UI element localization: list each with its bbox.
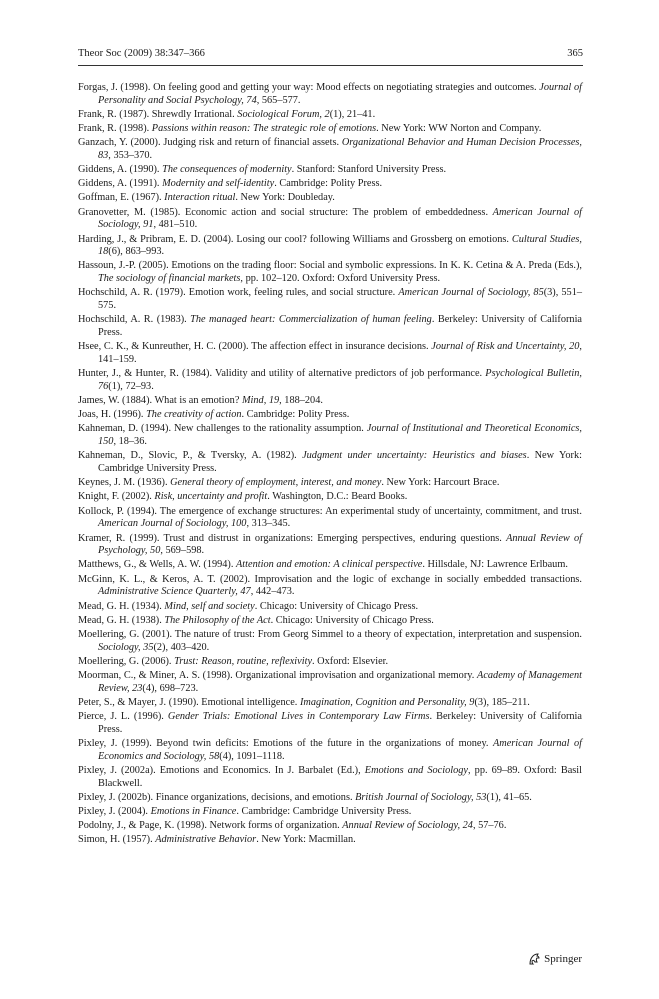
reference-text-part: , 141–159. [98,341,582,366]
reference-entry [78,477,582,490]
reference-text-part: Giddens, A. (1990). [78,164,163,176]
reference-italic-part: Administrative Behavior [155,834,257,846]
reference-italic-part: American Journal of Sociology, 91 [98,206,582,231]
reference-text-part: . New York: Doubleday. [235,192,335,204]
reference-text-part: Hassoun, J.-P. (2005). Emotions on the trading floor: Social and symbolic expressions. In K. K. Cetina & A. Preda (Eds.), [78,260,582,272]
reference-text-part: Forgas, J. (1998). On feeling good and getting your way: Mood effects on negotiating strategies and outcomes. [78,82,540,93]
running-head [78,47,583,61]
reference-list [78,82,582,848]
reference-entry [78,178,582,191]
reference-entry [78,559,582,572]
reference-text-part: Pixley, J. (1999). Beyond twin deficits: Emotions of the future in the organizations of money. [78,737,493,749]
reference-italic-part: Trust: Reason, routine, reflexivity [174,655,313,667]
reference-entry [78,234,582,260]
reference-text-part: Moorman, C., & Miner, A. S. (1998). Organizational improvisation and organizational memory. [78,669,478,681]
reference-italic-part: Emotions and Sociology [364,764,468,776]
reference-text-part: Ganzach, Y. (2000). Judging risk and return of financial assets. [78,137,342,149]
reference-italic-part: Interaction ritual [164,192,236,204]
reference-entry [78,314,582,340]
reference-entry [78,123,582,136]
reference-text-part: Peter, S., & Mayer, J. (1990). Emotional intelligence. [78,696,300,708]
reference-entry [78,450,582,476]
reference-text-part: Pixley, J. (2002a). Emotions and Economics. In J. Barbalet (Ed.), [78,764,365,776]
header-divider [78,65,583,66]
reference-entry [78,82,582,108]
reference-entry [78,260,582,286]
reference-italic-part: American Journal of Sociology, 85 [398,287,544,299]
reference-text-part: Knight, F. (2002). [78,491,155,503]
reference-text-part: Keynes, J. M. (1936). [78,477,171,489]
reference-italic-part: Journal of Risk and Uncertainty, 20 [431,341,580,353]
reference-italic-part: The sociology of financial markets [98,273,241,285]
reference-text-part: Hochschild, A. R. (1979). Emotion work, feeling rules, and social structure. [78,287,399,299]
reference-text-part: . Chicago: University of Chicago Press. [254,600,419,612]
reference-entry [78,137,582,163]
reference-italic-part: Mind, 19 [241,395,280,407]
reference-entry [78,192,582,205]
reference-text-part: , 57–76. [472,820,507,832]
reference-text-part: (4), 1091–1118. [219,750,285,762]
reference-text-part: , 569–598. [160,545,205,557]
reference-italic-part: Annual Review of Sociology, 24 [342,820,473,832]
reference-text-part: McGinn, K. L., & Keros, A. T. (2002). Improvisation and the logic of exchange in socially embedded transactions. [78,573,582,585]
reference-italic-part: Modernity and self-identity [162,178,275,190]
reference-entry [78,656,582,669]
reference-text-part: Kollock, P. (1994). The emergence of exchange structures: An experimental study of uncertainty, commitment, and trust. [78,505,582,517]
reference-text-part: Granovetter, M. (1985). Economic action and social structure: The problem of embeddedness. [78,206,493,218]
reference-text-part: (3), 185–211. [474,696,530,708]
reference-entry [78,395,582,408]
reference-text-part: Frank, R. (1998). [78,123,152,135]
reference-italic-part: Organizational Behavior and Human Decision Processes, 83 [98,137,583,162]
reference-text-part: . Hillsdale, NJ: Lawrence Erlbaum. [422,559,568,571]
reference-text-part: Hochschild, A. R. (1983). [78,314,191,326]
reference-italic-part: The Philosophy of the Act [164,614,271,626]
reference-text-part: Pixley, J. (2002b). Finance organizations, decisions, and emotions. [78,791,356,803]
reference-italic-part: American Journal of Sociology, 100 [98,518,247,530]
reference-text-part: . Berkeley: University of California Press. [98,710,582,735]
reference-text-part: . Cambridge: Cambridge University Press. [236,805,412,817]
reference-entry [78,341,582,367]
reference-text-part: (3), 551–575. [98,287,582,312]
reference-entry [78,164,582,177]
reference-italic-part: General theory of employment, interest, and money [170,477,382,489]
reference-text-part: James, W. (1884). What is an emotion? [78,395,242,407]
reference-entry [78,711,582,737]
reference-text-part: Kramer, R. (1999). Trust and distrust in organizations: Emerging perspectives, enduring questions. [78,532,507,544]
reference-entry [78,207,582,233]
springer-horse-icon [527,952,541,966]
reference-text-part: Pierce, J. L. (1996). [78,710,168,722]
reference-italic-part: The creativity of action [146,409,242,421]
reference-italic-part: Attention and emotion: A clinical perspective [236,559,423,571]
reference-text-part: . Cambridge: Polity Press. [274,178,383,190]
publisher-name: Springer [544,953,582,965]
springer-logo [527,952,582,966]
reference-text-part: Harding, J., & Pribram, E. D. (2004). Losing our cool? following Williams and Grossberg on emotions. [78,233,512,245]
reference-italic-part: Passions within reason: The strategic role of emotions [151,123,377,135]
reference-italic-part: Psychological Bulletin, 76 [98,368,582,392]
reference-text-part: Kahneman, D., Slovic, P., & Tversky, A. (1982). [78,450,303,462]
reference-entry [78,697,582,710]
reference-text-part: (1), 21–41. [329,108,376,120]
reference-text-part: Podolny, J., & Page, K. (1998). Network forms of organization. [78,820,343,832]
reference-text-part: Hsee, C. K., & Kunreuther, H. C. (2000). The affection effect in insurance decisions. [78,341,432,353]
reference-entry [78,109,582,122]
reference-text-part: (4), 698–723. [142,682,199,694]
reference-text-part: Mead, G. H. (1938). [78,614,165,626]
reference-text-part: Kahneman, D. (1994). New challenges to the rationality assumption. [78,423,367,435]
journal-citation: Theor Soc (2009) 38:347–366 [78,48,205,59]
reference-text-part: . New York: Cambridge University Press. [98,450,582,475]
reference-entry [78,506,582,532]
reference-text-part: . Cambridge: Polity Press. [241,409,350,421]
reference-text-part: , 481–510. [153,219,198,231]
reference-text-part: Moellering, G. (2006). [78,655,175,667]
reference-italic-part: The consequences of modernity [162,164,292,176]
reference-text-part: . New York: Harcourt Brace. [381,477,500,489]
reference-text-part: Mead, G. H. (1934). [78,600,165,612]
reference-italic-part: Annual Review of Psychology, 50 [98,532,582,557]
reference-entry [78,806,582,819]
reference-text-part: , 18–36. [113,436,147,448]
reference-text-part: Frank, R. (1987). Shrewdly Irrational. [78,108,238,120]
reference-text-part: Hunter, J., & Hunter, R. (1984). Validity and utility of alternative predictors of job performance. [78,368,486,380]
reference-text-part: Simon, H. (1957). [78,834,156,846]
reference-italic-part: Academy of Management Review, 23 [98,669,582,694]
page-number: 365 [567,48,583,59]
reference-text-part: (2), 403–420. [153,641,210,653]
reference-text-part: (1), 72–93. [108,381,154,392]
reference-text-part: . New York: WW Norton and Company. [376,123,542,135]
reference-text-part: , 442–473. [250,586,295,598]
reference-entry [78,409,582,422]
reference-text-part: Matthews, G., & Wells, A. W. (1994). [78,559,237,571]
reference-italic-part: Journal of Personality and Social Psychology, 74 [98,82,583,106]
reference-text-part: Moellering, G. (2001). The nature of trust: From Georg Simmel to a theory of expectation, interpretation and suspension. [78,628,582,640]
reference-italic-part: Emotions in Finance [150,805,237,817]
reference-entry [78,574,582,600]
reference-text-part: . Berkeley: University of California Press. [98,314,583,339]
reference-italic-part: Judgment under uncertainty: Heuristics and biases [302,450,527,462]
reference-italic-part: Sociology, 35 [98,641,154,653]
reference-italic-part: Sociological Forum, 2 [237,108,330,120]
reference-italic-part: Cultural Studies, 18 [98,233,583,258]
reference-italic-part: Journal of Institutional and Theoretical Economics, 150 [98,423,583,448]
reference-entry [78,765,582,791]
reference-text-part: . New York: Macmillan. [256,834,356,846]
reference-text-part: (1), 41–65. [486,791,532,803]
reference-text-part: , pp. 69–89. Oxford: Basil Blackwell. [98,764,583,789]
reference-text-part: Pixley, J. (2004). [78,805,151,817]
reference-italic-part: Risk, uncertainty and profit [154,491,268,503]
reference-text-part: , pp. 102–120. Oxford: Oxford University Press. [240,273,441,285]
reference-text-part: , 188–204. [279,395,323,407]
reference-italic-part: Mind, self and society [164,600,255,612]
reference-text-part: . Washington, D.C.: Beard Books. [267,491,408,503]
reference-entry [78,533,582,559]
reference-text-part: , 313–345. [246,518,291,530]
reference-text-part: Goffman, E. (1967). [78,192,165,204]
reference-entry [78,423,582,449]
reference-entry [78,738,582,764]
reference-italic-part: Gender Trials: Emotional Lives in Contemporary Law Firms [167,710,430,722]
reference-entry [78,601,582,614]
reference-entry [78,792,582,805]
reference-text-part: . Chicago: University of Chicago Press. [270,614,434,626]
reference-text-part: , 353–370. [108,150,153,162]
reference-text-part: . Stanford: Stanford University Press. [291,164,447,176]
reference-italic-part: British Journal of Sociology, 53 [355,791,487,803]
reference-italic-part: American Journal of Economics and Sociology, 58 [98,737,582,762]
reference-entry [78,491,582,504]
reference-entry [78,834,582,847]
reference-italic-part: Imagination, Cognition and Personality, 9 [299,696,475,708]
reference-text-part: Joas, H. (1996). [78,409,147,421]
reference-text-part: (6), 863–993. [108,246,165,258]
reference-italic-part: The managed heart: Commercialization of human feeling [190,314,432,326]
reference-text-part: , 565–577. [256,94,301,106]
reference-entry [78,670,582,696]
reference-text-part: Giddens, A. (1991). [78,178,163,190]
reference-entry [78,820,582,833]
reference-italic-part: Administrative Science Quarterly, 47 [98,586,251,598]
reference-text-part: . Oxford: Elsevier. [312,655,389,667]
reference-entry [78,287,582,313]
reference-entry [78,629,582,655]
reference-entry [78,615,582,628]
reference-entry [78,368,582,394]
